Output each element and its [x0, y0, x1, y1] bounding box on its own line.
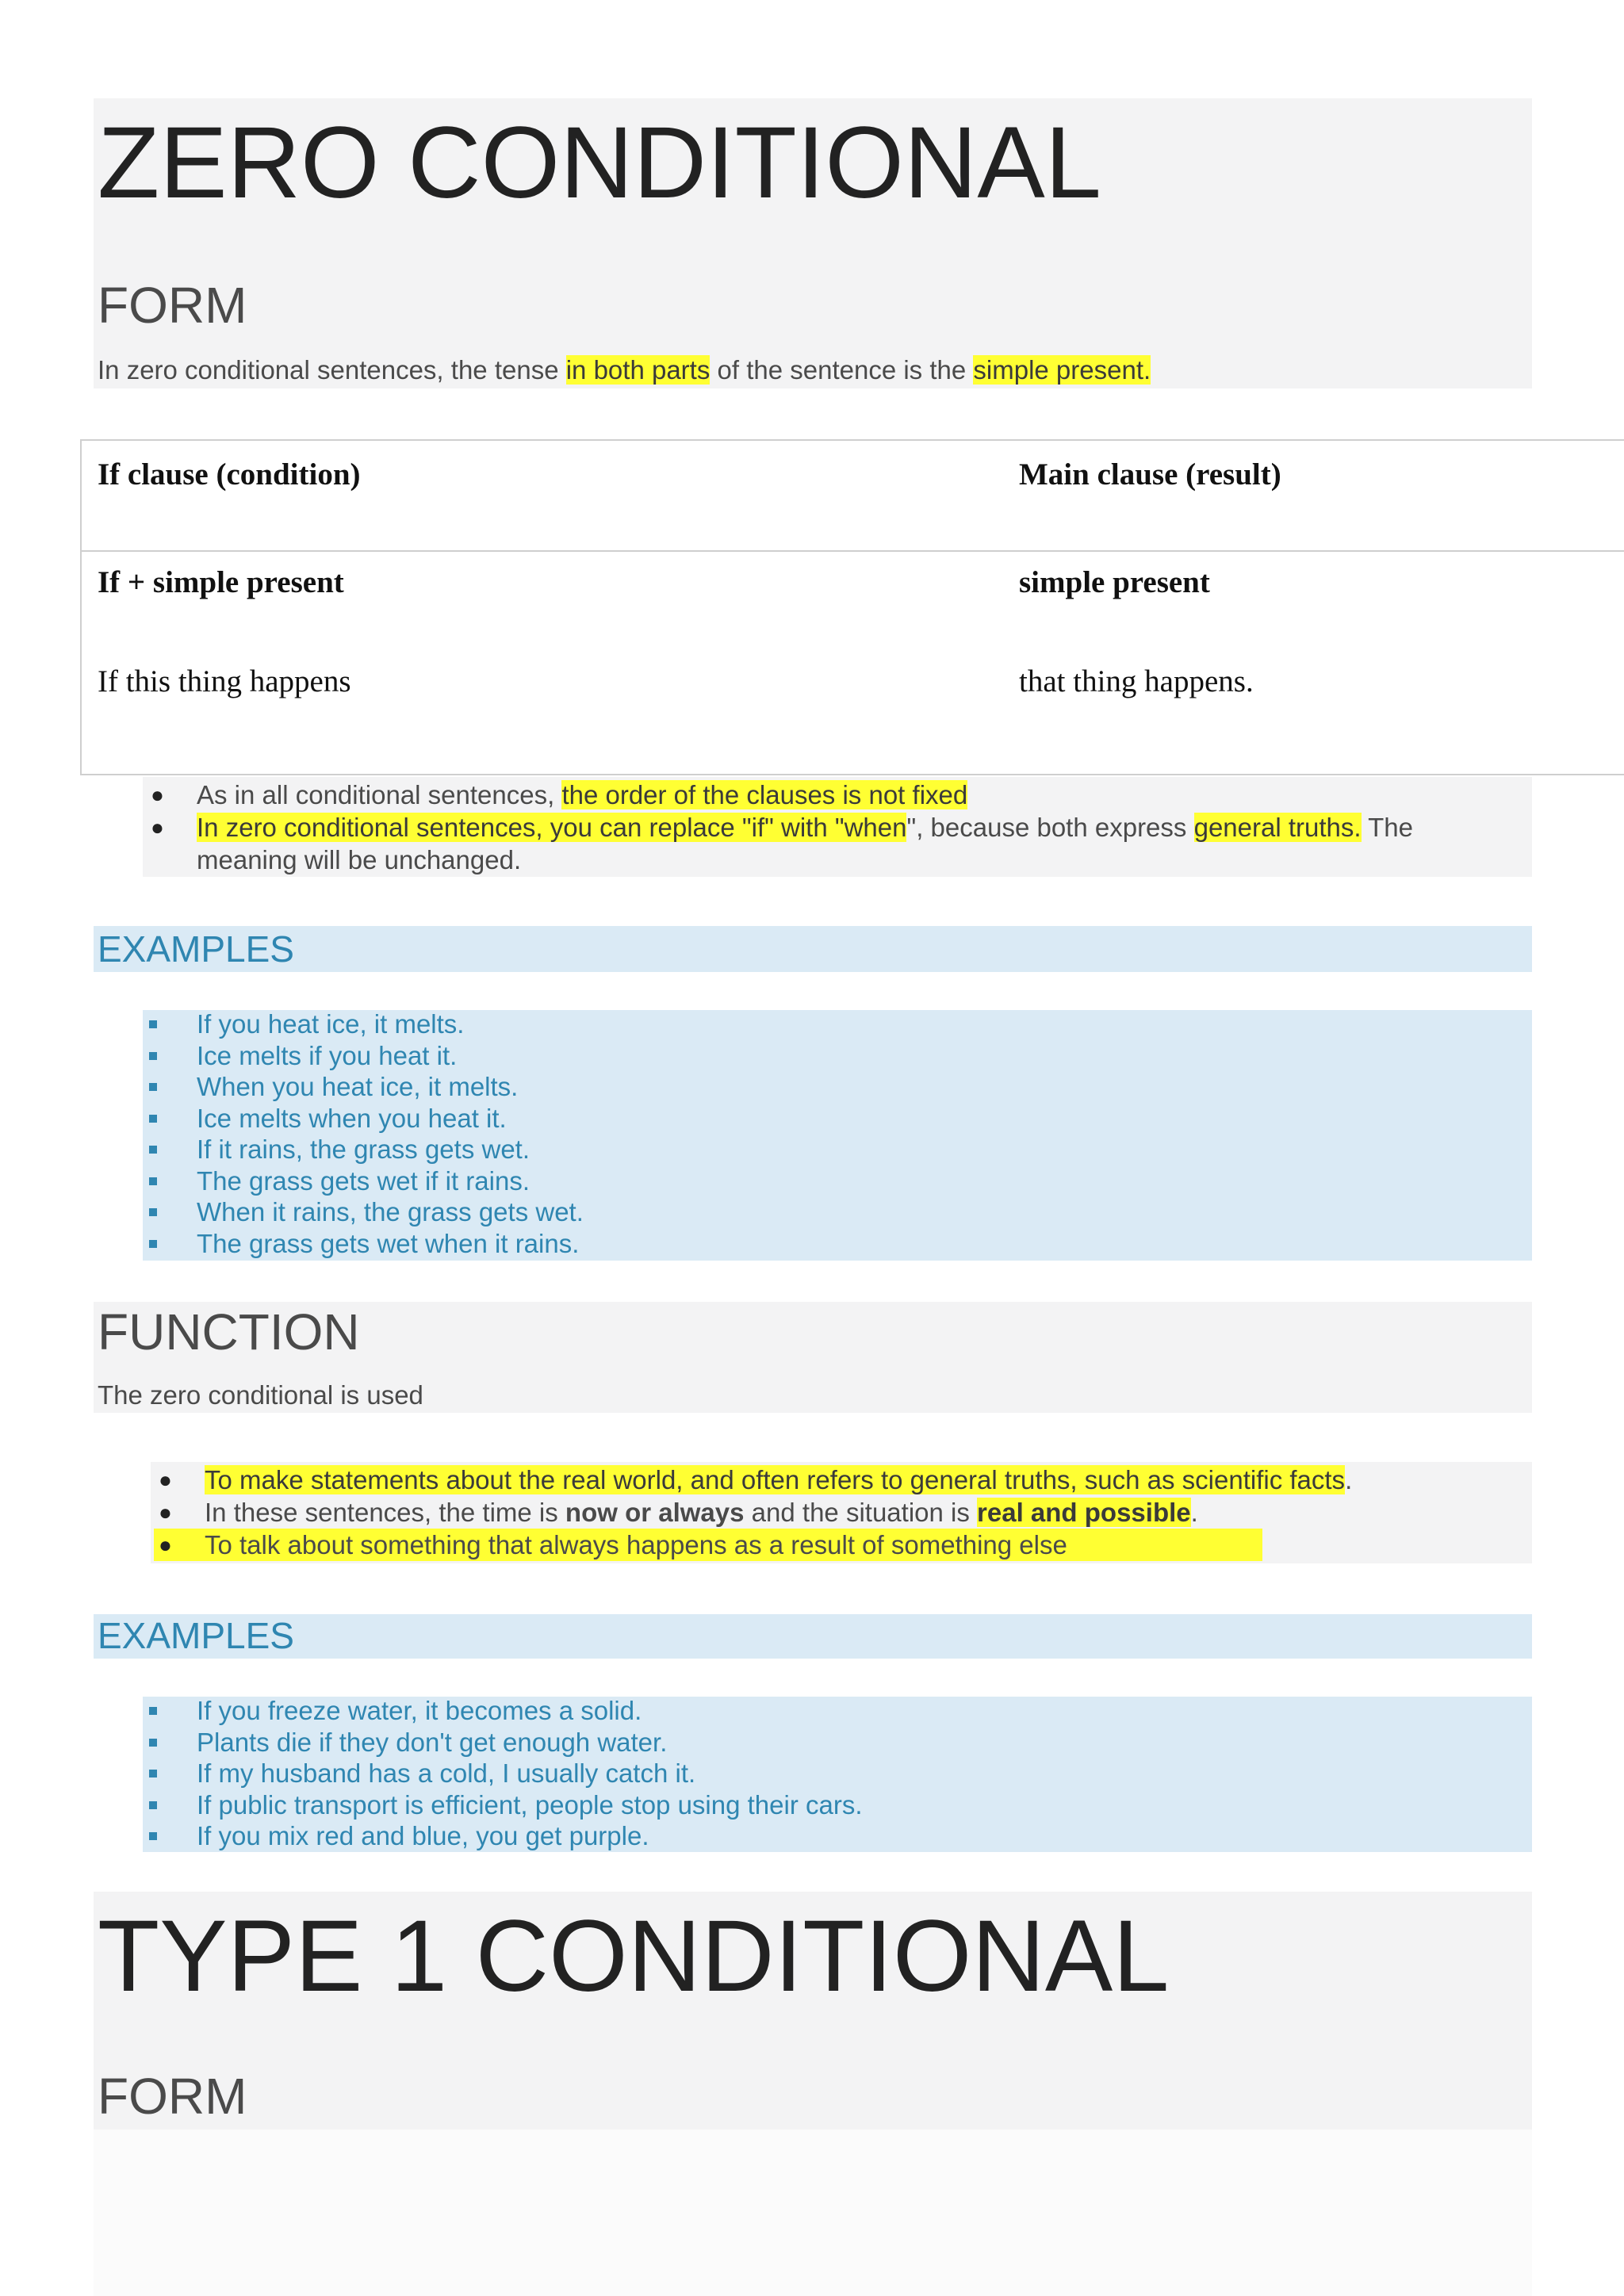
table-header-if-clause: If clause (condition) — [80, 439, 1002, 551]
form-text-part1: In zero conditional sentences, the tense — [98, 355, 566, 385]
list-item: If my husband has a cold, I usually catch it. — [143, 1758, 863, 1789]
note-highlight-order: the order of the clauses is not fixed — [561, 780, 968, 809]
table-cell-if-form: If + simple present — [98, 565, 344, 599]
zero-notes-list — [143, 779, 1532, 876]
square-bullet-icon — [149, 1801, 157, 1809]
examples-list — [143, 1008, 584, 1259]
square-bullet-icon — [149, 1240, 157, 1248]
table-header-main-clause: Main clause (result) — [1002, 439, 1624, 551]
square-bullet-icon — [149, 1177, 157, 1185]
list-item: ● As in all conditional sentences, the order of the clauses is not fixed — [151, 780, 968, 809]
table-cell-if-example: If this thing happens — [98, 664, 351, 698]
use-highlight-statements: To make statements about the real world, and often refers to general truths, such as scientific facts — [205, 1465, 1346, 1494]
bullet-dot-icon: ● — [159, 1533, 172, 1557]
form-text-highlight-both-parts: in both parts — [565, 355, 710, 385]
note-highlight-general-truths: general truths. — [1193, 813, 1362, 842]
list-item: If public transport is efficient, people stop using their cars. — [143, 1789, 863, 1821]
square-bullet-icon — [149, 1083, 157, 1091]
square-bullet-icon — [149, 1115, 157, 1123]
list-item: If you freeze water, it becomes a solid. — [143, 1695, 863, 1727]
list-item: When it rains, the grass gets wet. — [143, 1196, 584, 1228]
type1-conditional-title: TYPE 1 CONDITIONAL — [98, 1900, 1170, 2013]
bullet-dot-icon: ● — [151, 783, 164, 807]
list-item: ● To make statements about the real world, and often refers to general truths, such as scientific facts. — [159, 1465, 1353, 1494]
list-item: Ice melts when you heat it. — [143, 1103, 584, 1135]
list-item: ● In these sentences, the time is now or always and the situation is real and possible. — [159, 1498, 1198, 1527]
table-cell-main-form: simple present — [1019, 565, 1210, 599]
examples2-list — [143, 1695, 863, 1852]
square-bullet-icon — [149, 1052, 157, 1060]
square-bullet-icon — [149, 1208, 157, 1216]
bullet-dot-icon: ● — [151, 815, 164, 840]
list-item-continuation: meaning will be unchanged. — [197, 845, 522, 874]
list-item: The grass gets wet if it rains. — [143, 1165, 584, 1197]
uses-list — [151, 1464, 1352, 1561]
zero-form-table — [80, 439, 1624, 775]
type1-content-box — [94, 2130, 1532, 2296]
zero-conditional-title: ZERO CONDITIONAL — [98, 106, 1101, 220]
list-item: If you heat ice, it melts. — [143, 1008, 584, 1040]
examples2-heading: EXAMPLES — [98, 1615, 294, 1656]
type1-form-heading: FORM — [98, 2068, 247, 2125]
zero-form-heading: FORM — [98, 277, 247, 334]
zero-form-text — [98, 354, 1151, 386]
list-item: When you heat ice, it melts. — [143, 1071, 584, 1103]
list-item: If you mix red and blue, you get purple. — [143, 1820, 863, 1852]
square-bullet-icon — [149, 1707, 157, 1715]
list-item: ● To talk about something that always happens as a result of something else — [154, 1529, 1262, 1561]
function-heading: FUNCTION — [98, 1303, 360, 1360]
list-item: Ice melts if you heat it. — [143, 1040, 584, 1072]
function-text: The zero conditional is used — [98, 1380, 423, 1410]
note-highlight-replace-if: In zero conditional sentences, you can replace "if" with "when — [197, 813, 907, 842]
square-bullet-icon — [149, 1020, 157, 1028]
form-text-highlight-simple-present: simple present. — [973, 355, 1151, 385]
form-text-part3: of the sentence is the — [710, 355, 974, 385]
table-row — [80, 664, 1624, 775]
bullet-dot-icon: ● — [159, 1500, 172, 1525]
list-item: If it rains, the grass gets wet. — [143, 1134, 584, 1165]
list-item: The grass gets wet when it rains. — [143, 1228, 584, 1260]
square-bullet-icon — [149, 1739, 157, 1747]
examples2-heading-box — [94, 1614, 1532, 1659]
square-bullet-icon — [149, 1832, 157, 1840]
list-item: Plants die if they don't get enough water. — [143, 1727, 863, 1758]
square-bullet-icon — [149, 1770, 157, 1777]
list-item: ● In zero conditional sentences, you can replace "if" with "when", because both express general truths. The — [151, 813, 1413, 842]
square-bullet-icon — [149, 1146, 157, 1154]
examples-heading: EXAMPLES — [98, 928, 294, 970]
use-highlight-real-possible: real and possible — [977, 1498, 1191, 1527]
table-cell-main-example: that thing happens. — [1019, 664, 1254, 698]
table-header-row — [80, 439, 1624, 551]
examples-heading-box — [94, 926, 1532, 972]
table-row — [80, 551, 1624, 664]
bullet-dot-icon: ● — [159, 1468, 172, 1492]
